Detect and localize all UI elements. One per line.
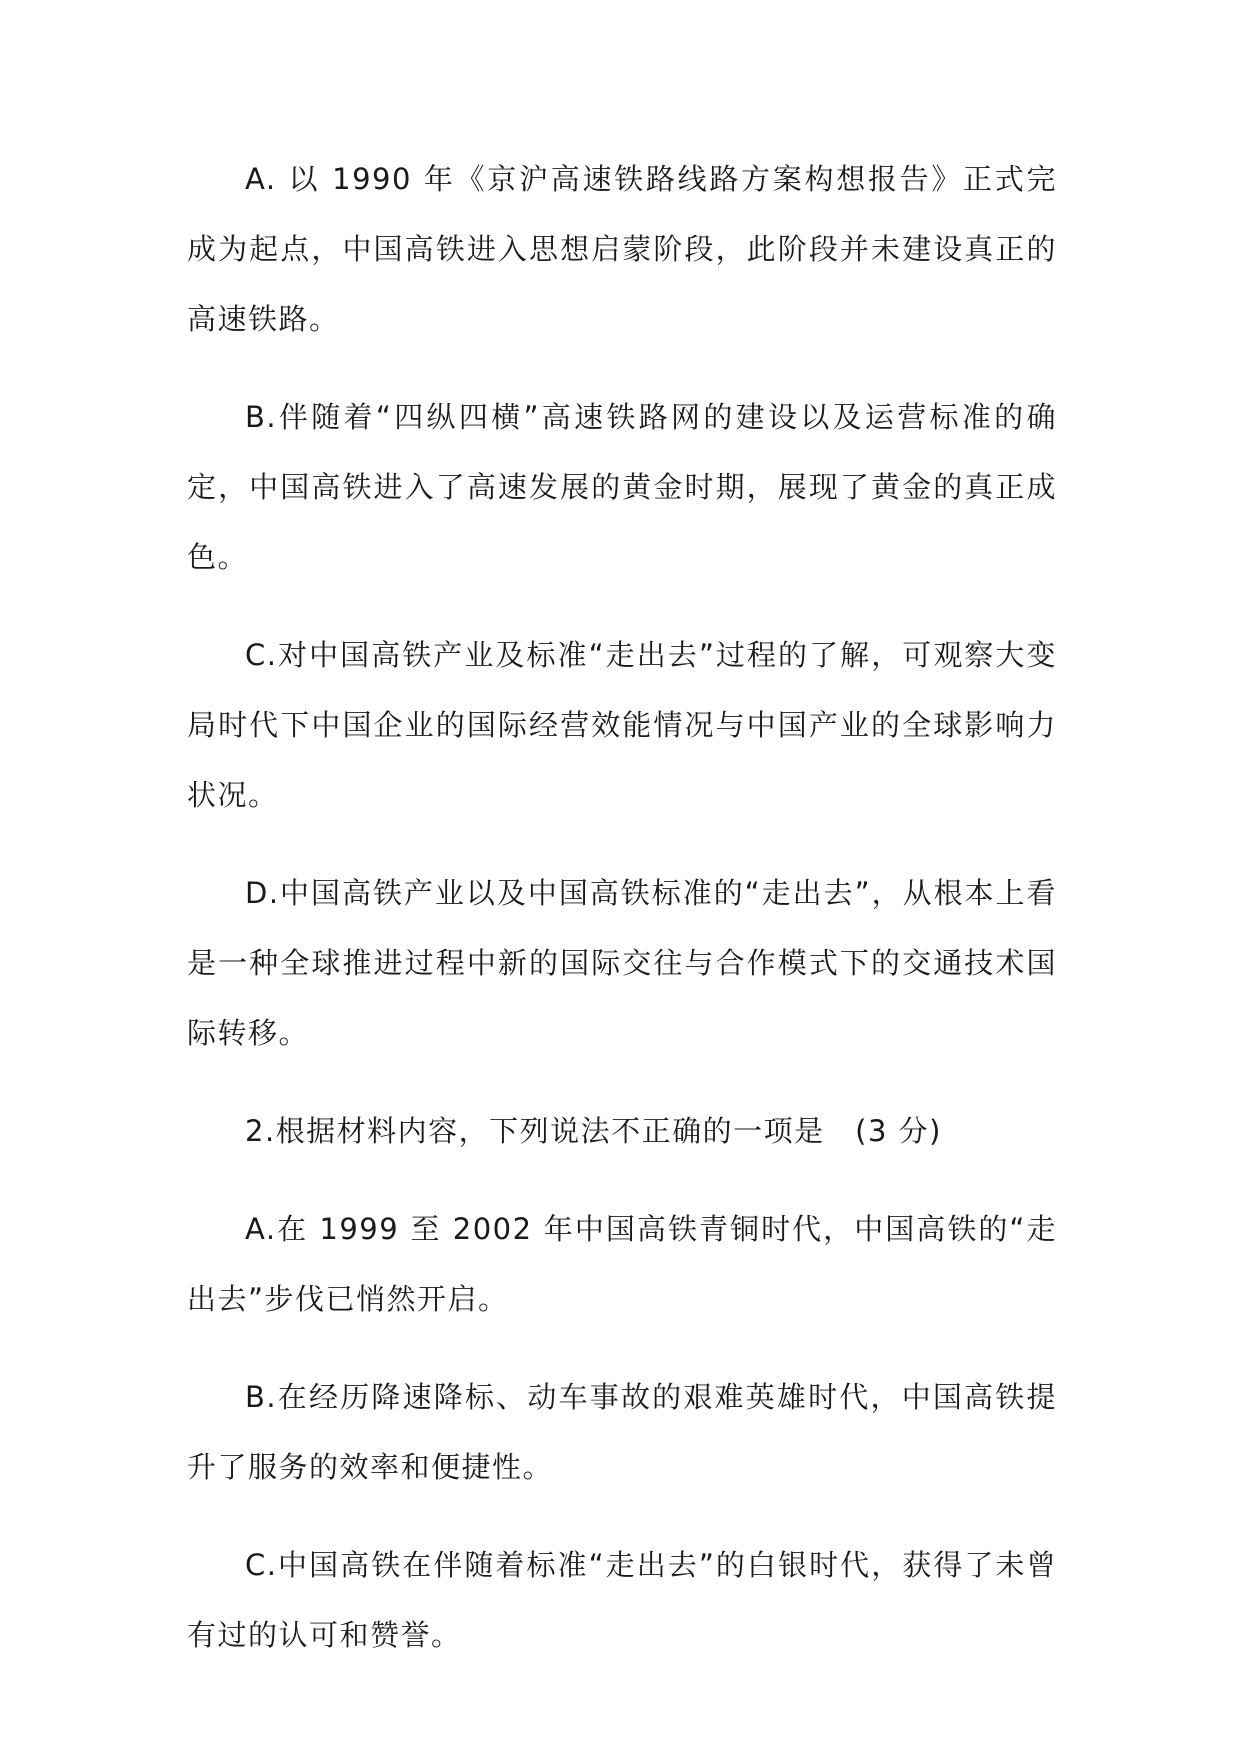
option-a-paragraph: A. 以 1990 年《京沪高速铁路线路方案构想报告》正式完成为起点，中国高铁进入思想启蒙阶段，此阶段并未建设真正的高速铁路。	[187, 162, 1057, 336]
question-2-option-a: A.在 1999 至 2002 年中国高铁青铜时代，中国高铁的“走出去”步伐已悄然开启。	[187, 1212, 1057, 1316]
option-d-paragraph: D.中国高铁产业以及中国高铁标准的“走出去”，从根本上看是一种全球推进过程中新的国际交往与合作模式下的交通技术国际转移。	[187, 876, 1057, 1050]
question-2-stem: 2.根据材料内容，下列说法不正确的一项是 (3 分)	[245, 1114, 942, 1148]
question-2-option-b: B.在经历降速降标、动车事故的艰难英雄时代，中国高铁提升了服务的效率和便捷性。	[187, 1380, 1057, 1484]
option-b-paragraph: B.伴随着“四纵四横”高速铁路网的建设以及运营标准的确定，中国高铁进入了高速发展的黄金时期，展现了黄金的真正成色。	[187, 400, 1057, 574]
document-body	[187, 144, 1057, 1698]
question-2-option-c: C.中国高铁在伴随着标准“走出去”的白银时代，获得了未曾有过的认可和赞誉。	[187, 1548, 1057, 1652]
option-c-paragraph: C.对中国高铁产业及标准“走出去”过程的了解，可观察大变局时代下中国企业的国际经营效能情况与中国产业的全球影响力状况。	[187, 638, 1057, 812]
